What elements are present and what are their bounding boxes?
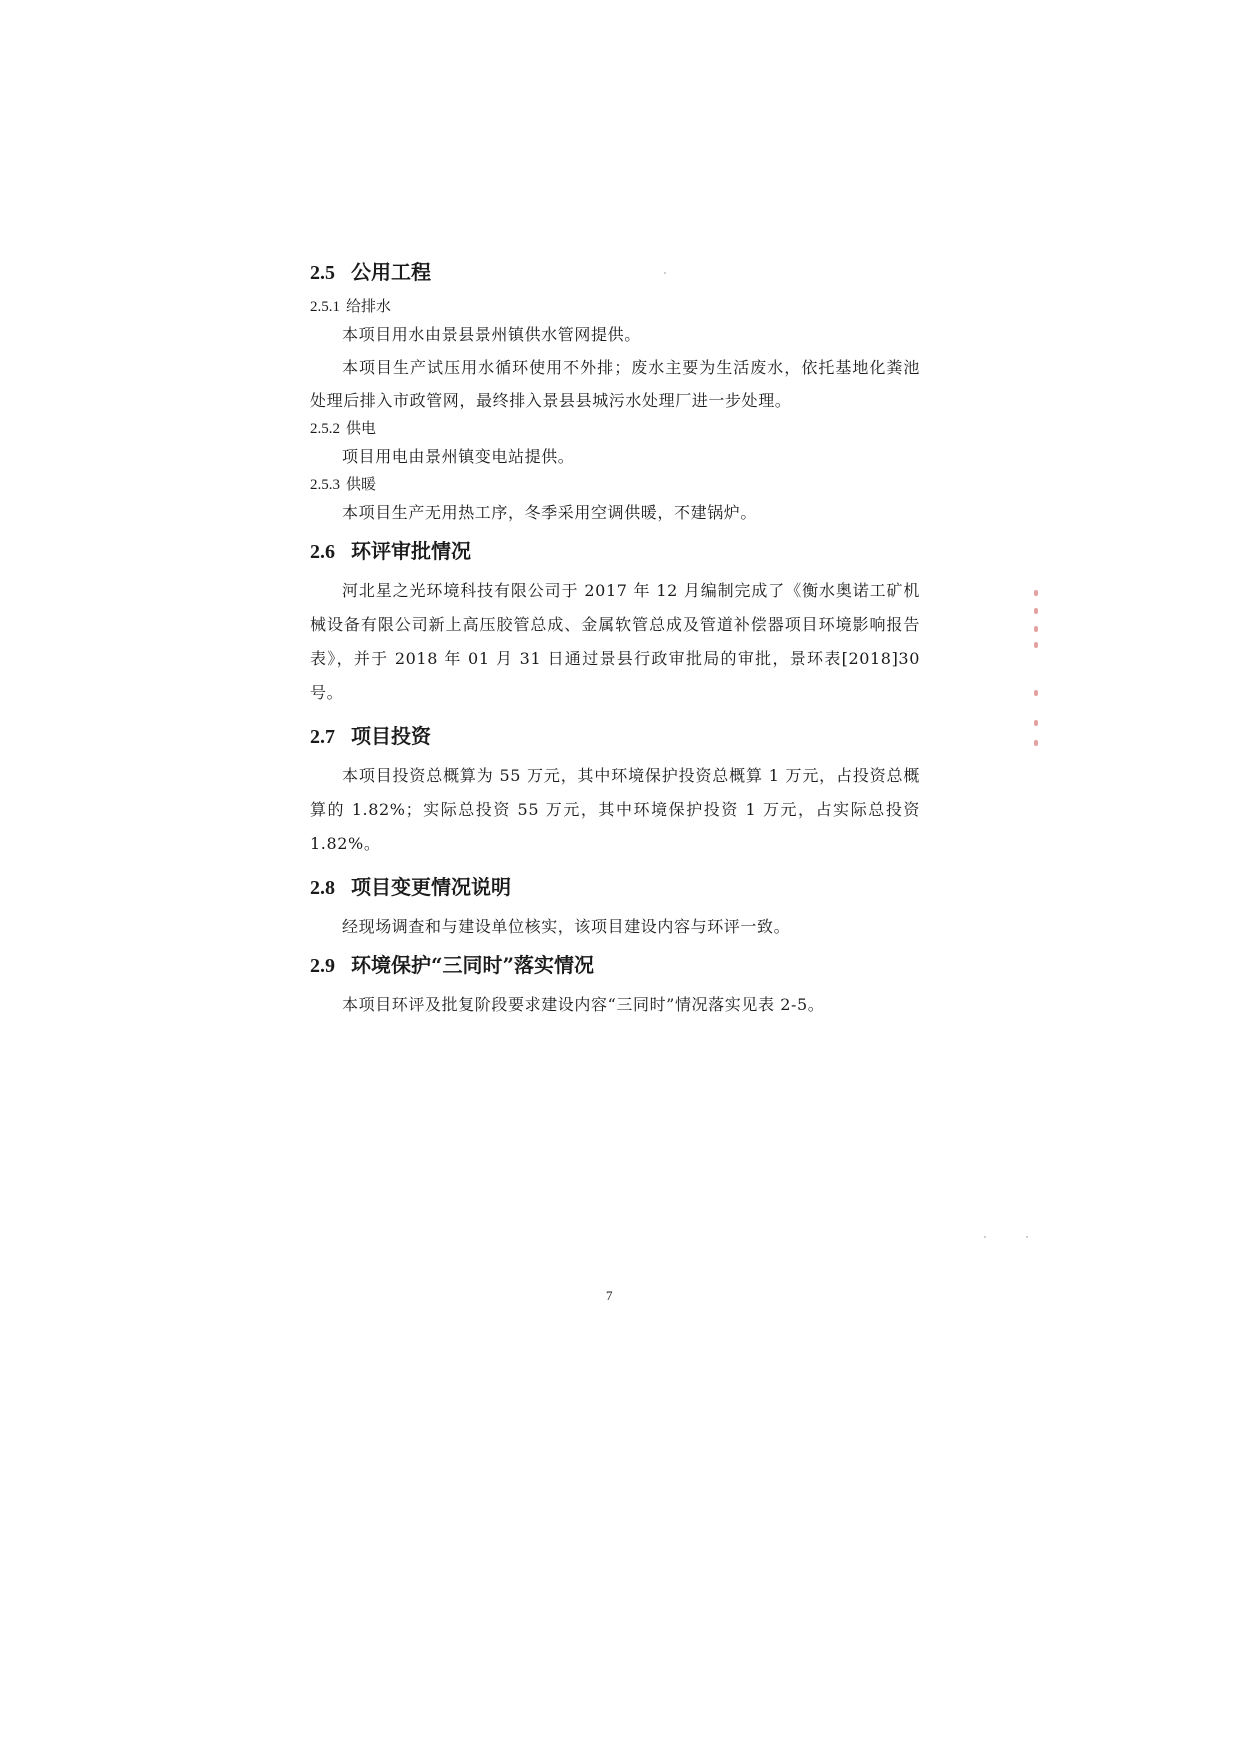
paragraph: 本项目生产无用热工序，冬季采用空调供暖，不建锅炉。 xyxy=(342,503,758,522)
paragraph: 项目用电由景州镇变电站提供。 xyxy=(342,447,575,466)
section-heading-2-5 xyxy=(310,258,920,287)
section-number: 2.7 xyxy=(310,726,335,748)
scan-speck xyxy=(1026,1236,1028,1238)
section-heading-2-9 xyxy=(310,951,920,980)
subsection-heading-2-5-2 xyxy=(310,417,920,440)
section-title: 环评审批情况 xyxy=(350,539,471,563)
subsection-title: 供电 xyxy=(346,419,377,437)
paragraph: 本项目投资总概算为 55 万元，其中环境保护投资总概算 1 万元，占投资总概算的 1.82%；实际总投资 55 万元，其中环境保护投资 1 万元，占实际总投资 1.82%。 xyxy=(310,766,920,853)
section-title: 项目变更情况说明 xyxy=(350,875,511,899)
document-body xyxy=(310,258,920,1021)
subsection-title: 供暖 xyxy=(346,475,377,493)
section-title: 环境保护“三同时”落实情况 xyxy=(350,953,594,977)
section-heading-2-7 xyxy=(310,722,920,751)
paragraph: 本项目用水由景县景州镇供水管网提供。 xyxy=(342,325,641,344)
paragraph: 本项目环评及批复阶段要求建设内容“三同时”情况落实见表 2-5。 xyxy=(342,995,825,1014)
section-number: 2.6 xyxy=(310,541,335,563)
section-number: 2.5 xyxy=(310,262,335,284)
subsection-number: 2.5.1 xyxy=(310,299,340,315)
page-number: 7 xyxy=(606,1288,613,1303)
section-heading-2-6 xyxy=(310,537,920,566)
paragraph: 经现场调查和与建设单位核实，该项目建设内容与环评一致。 xyxy=(342,917,791,936)
subsection-heading-2-5-3 xyxy=(310,473,920,496)
section-number: 2.8 xyxy=(310,877,335,899)
section-title: 项目投资 xyxy=(350,724,431,748)
subsection-title: 给排水 xyxy=(346,297,392,315)
paragraph: 本项目生产试压用水循环使用不外排；废水主要为生活废水，依托基地化粪池处理后排入市政管网，最终排入景县县城污水处理厂进一步处理。 xyxy=(310,358,920,410)
section-heading-2-8 xyxy=(310,873,920,902)
scan-speck xyxy=(664,272,666,274)
section-title: 公用工程 xyxy=(350,260,431,284)
paragraph: 河北星之光环境科技有限公司于 2017 年 12 月编制完成了《衡水奥诺工矿机械设备有限公司新上高压胶管总成、金属软管总成及管道补偿器项目环境影响报告表》，并于 2018 年 01 月 31 日通过景县行政审批局的审批，景环表[2018]30 号。 xyxy=(310,581,920,702)
subsection-number: 2.5.3 xyxy=(310,477,340,493)
scan-speck xyxy=(984,1236,986,1238)
section-number: 2.9 xyxy=(310,955,335,977)
subsection-number: 2.5.2 xyxy=(310,421,340,437)
subsection-heading-2-5-1 xyxy=(310,295,920,318)
seal-bleed-marks xyxy=(1030,590,1050,750)
